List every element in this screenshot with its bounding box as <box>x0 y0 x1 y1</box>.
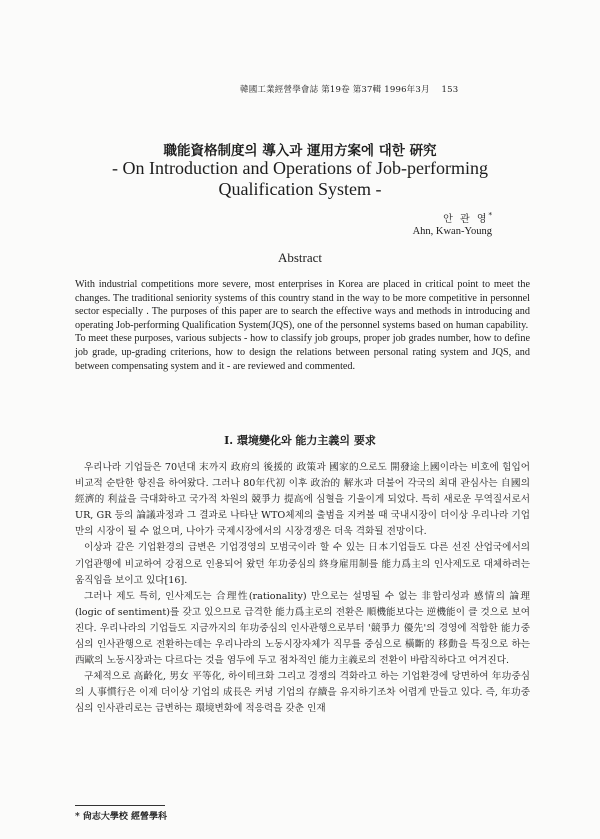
english-title-line-1: - On Introduction and Operations of Job-performing <box>112 158 488 178</box>
body-paragraph: 그러나 제도 특히, 인사제도는 合理性(rationality) 만으로는 설명될 수 없는 非합리성과 感情의 論理(logic of sentiment)를 갖고 있으므로 급격한 能力爲主로의 전환은 順機能보다는 逆機能이 클 것으로 보여진다. 우리나라의 기업들도 지금까지의 年功중심의 인사관행으로부터 '競爭力 優先'의 경영에 적합한 能力중심의 인사관행으로 전환하는데는 우리나라의 노동시장자체가 직무를 중심으로 橫斷的 移動을 특징으로 하는 西歐의 노동시장과는 다르다는 것을 염두에 두고 점차적인 能力主義로의 전환이 바람직하다고 여겨진다. <box>75 590 530 667</box>
section-heading: Ⅰ. 環境變化와 能力主義의 要求 <box>224 434 376 447</box>
journal-citation: 韓國工業經營學會誌 第19卷 第37輯 1996年3月 <box>240 85 430 95</box>
abstract-heading: Abstract <box>277 250 323 265</box>
section-body <box>75 460 530 718</box>
body-paragraph: 구체적으로 高齡化, 男女 平等化, 하이테크화 그리고 경쟁의 격화라고 하는 기업환경에 당면하여 年功중심의 人事慣行은 이제 더이상 기업의 成長은 커녕 기업의 存續을 유지하기조차 어렵게 만들고 있다. 즉, 年功중심의 인사관리로는 급변하는 環境변화에 적응력을 갖춘 인재 <box>75 671 530 715</box>
author-footnote-mark: * <box>488 211 492 220</box>
body-paragraph: 우리나라 기업들은 70년대 末까지 政府의 後援的 政策과 國家的으로도 開發途上國이라는 비호에 힘입어 비교적 순탄한 항진을 하여왔다. 그러나 80年代初 이후 政治的 解氷과 더불어 각국의 최대 관심사는 自國의 經濟的 利益을 극대화하고 국가적 차원의 競爭力 提高에 심혈을 기울이게 되었다. 특히 새로운 무역질서로서 UR, GR 등의 論議과정과 그 결과로 나타난 WTO체제의 출범을 지켜볼 때 국내시장이 더이상 우리나라 기업 만의 시장이 될 수 없으며, 나아가 국제시장에서의 시장경쟁은 더욱 격화될 전망이다. <box>75 462 530 538</box>
author-korean-name <box>443 210 492 225</box>
body-paragraph: 이상과 같은 기업환경의 급변은 기업경영의 모범국이라 할 수 있는 日本기업들도 다른 선진 산업국에서의 기업관행에 비교하여 강점으로 인용되어 왔던 年功중심의 終身雇用制를 能力爲主의 인사제도로 대체하려는 움직임을 보이고 있다[16]. <box>75 542 530 586</box>
abstract-paragraph: With industrial competitions more severe, most enterprises in Korea are placed in critical point to meet the changes. The traditional seniority systems of this country stand in the way to be more competitive in personnel sector especially . The purposes of this paper are to search the effective ways and methods in introducing and operating Job-performing Qualification System(JQS), one of the personnel systems based on human capability. <box>75 279 530 331</box>
author-korean-text: 안 관 영 <box>443 214 489 225</box>
abstract-paragraph: To meet these purposes, various subjects - how to classify job groups, proper job grades number, how to define job grade, up-grading criterions, how to design the relations between personal rating system and JQS, and between compensating system and it - are reviewed and commented. <box>75 333 530 372</box>
page-number: 153 <box>441 85 459 95</box>
korean-title: 職能資格制度의 導入과 運用方案에 대한 硏究 <box>163 143 437 159</box>
author-english-name: Ahn, Kwan-Young <box>412 226 492 237</box>
english-title-line-2: Qualification System - <box>218 179 382 199</box>
running-header <box>240 83 560 95</box>
footnote-divider <box>75 805 165 806</box>
abstract-body <box>75 278 530 373</box>
author-affiliation-footnote: * 尙志大學校 經營學科 <box>75 812 167 822</box>
